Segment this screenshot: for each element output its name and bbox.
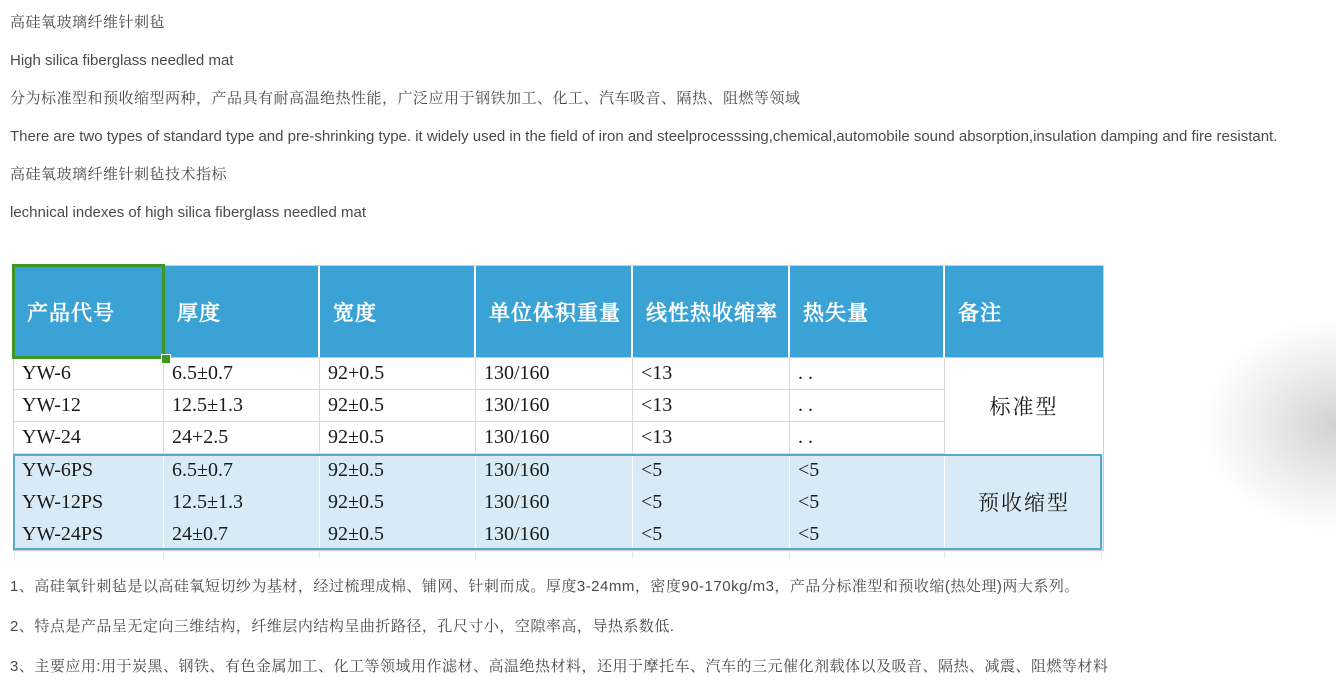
table-cell[interactable]: 92±0.5	[320, 454, 476, 486]
table-cell[interactable]: 130/160	[476, 454, 633, 486]
col-header-remark[interactable]: 备注	[945, 266, 1103, 358]
table-cell[interactable]: 12.5±1.3	[164, 390, 320, 422]
product-description-zh: 分为标准型和预收缩型两种，产品具有耐高温绝热性能，广泛应用于钢铁加工、化工、汽车吸音、隔热、阻燃等领域	[10, 90, 801, 107]
spec-table	[14, 266, 1103, 550]
tech-index-heading-zh: 高硅氧玻璃纤维针刺毡技术指标	[10, 166, 228, 183]
table-cell[interactable]: 6.5±0.7	[164, 454, 320, 486]
table-cell[interactable]: . .	[790, 358, 945, 390]
table-cell[interactable]: 130/160	[476, 390, 633, 422]
col-header-width[interactable]: 宽度	[320, 266, 476, 358]
table-cell[interactable]: 92±0.5	[320, 422, 476, 454]
table-cell[interactable]: <13	[633, 390, 790, 422]
table-cell[interactable]: 130/160	[476, 422, 633, 454]
table-cell[interactable]: <5	[790, 486, 945, 518]
product-title-en: High silica fiberglass needled mat	[10, 52, 234, 69]
table-cell[interactable]: 24+2.5	[164, 422, 320, 454]
intro-section	[10, 8, 1332, 236]
table-cell[interactable]: YW-6PS	[14, 454, 164, 486]
table-cell[interactable]: 130/160	[476, 358, 633, 390]
table-cell[interactable]: YW-24	[14, 422, 164, 454]
gridline-ticks	[14, 552, 1103, 558]
table-cell[interactable]: . .	[790, 422, 945, 454]
product-title-zh: 高硅氧玻璃纤维针刺毡	[10, 14, 166, 31]
table-cell[interactable]: 130/160	[476, 486, 633, 518]
note-2: 2、特点是产品呈无定向三维结构，纤维层内结构呈曲折路径，孔尺寸小，空隙率高，导热系数低.	[10, 618, 675, 635]
notes-section	[10, 572, 1332, 692]
table-cell[interactable]: 130/160	[476, 518, 633, 550]
table-cell[interactable]: 92+0.5	[320, 358, 476, 390]
table-cell[interactable]: YW-12PS	[14, 486, 164, 518]
table-cell[interactable]: 24±0.7	[164, 518, 320, 550]
note-3: 3、主要应用:用于炭黑、钢铁、有色金属加工、化工等领域用作滤材、高温绝热材料，还用于摩托车、汽车的三元催化剂载体以及吸音、隔热、减震、阻燃等材料	[10, 658, 1109, 675]
tech-index-heading-en: lechnical indexes of high silica fiberglass needled mat	[10, 204, 367, 221]
table-cell[interactable]: 92±0.5	[320, 486, 476, 518]
table-cell[interactable]: <13	[633, 358, 790, 390]
col-header-linear-shrinkage[interactable]: 线性热收缩率	[633, 266, 790, 358]
table-cell[interactable]: YW-24PS	[14, 518, 164, 550]
table-cell[interactable]: 12.5±1.3	[164, 486, 320, 518]
remark-preshrunk-type[interactable]: 预收缩型	[945, 454, 1103, 550]
table-cell[interactable]: 92±0.5	[320, 390, 476, 422]
col-header-thickness[interactable]: 厚度	[164, 266, 320, 358]
table-cell[interactable]: <5	[790, 454, 945, 486]
table-cell[interactable]: <5	[633, 454, 790, 486]
remark-standard-type[interactable]: 标准型	[945, 358, 1103, 454]
table-cell[interactable]: <13	[633, 422, 790, 454]
right-edge-shadow	[1201, 318, 1336, 533]
col-header-unit-volume-weight[interactable]: 单位体积重量	[476, 266, 633, 358]
selection-drag-handle[interactable]	[161, 354, 171, 364]
table-cell[interactable]: 6.5±0.7	[164, 358, 320, 390]
table-cell[interactable]: 92±0.5	[320, 518, 476, 550]
table-cell[interactable]: . .	[790, 390, 945, 422]
col-header-product-code[interactable]: 产品代号	[14, 266, 164, 358]
table-cell[interactable]: <5	[633, 486, 790, 518]
table-cell[interactable]: YW-12	[14, 390, 164, 422]
table-cell[interactable]: YW-6	[14, 358, 164, 390]
product-description-en: There are two types of standard type and pre-shrinking type. it widely used in the field of iron and steelprocesssing,chemical,automobile sound absorption,insulation damping and fire resistant.	[10, 128, 1278, 145]
note-1: 1、高硅氧针刺毡是以高硅氧短切纱为基材，经过梳理成棉、铺网、针刺而成。厚度3-24mm，密度90-170kg/m3，产品分标准型和预收缩(热处理)两大系列。	[10, 578, 1080, 595]
table-cell[interactable]: <5	[633, 518, 790, 550]
table-cell[interactable]: <5	[790, 518, 945, 550]
col-header-heat-loss[interactable]: 热失量	[790, 266, 945, 358]
